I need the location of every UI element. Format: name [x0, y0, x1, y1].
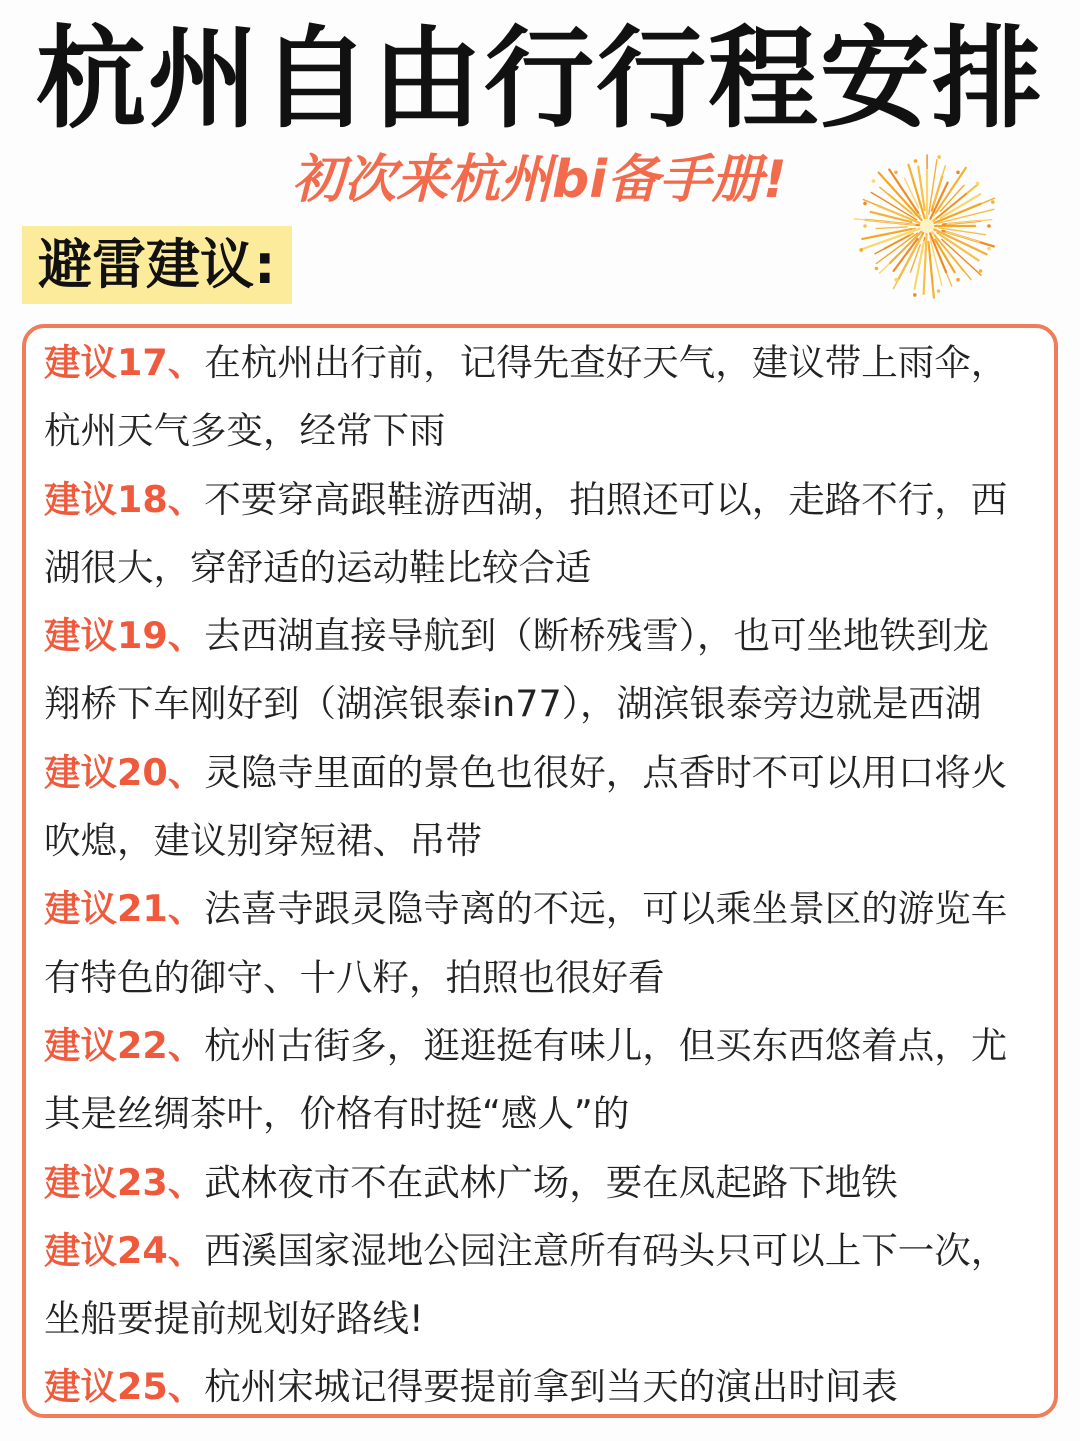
tip-label: 建议19、	[44, 614, 205, 658]
tip-text: 西溪国家湿地公园注意所有码头只可以上下一次，	[204, 1228, 1008, 1272]
tip-label: 建议24、	[44, 1228, 205, 1272]
tip-text: 杭州宋城记得要提前拿到当天的演出时间表	[204, 1365, 898, 1409]
tip-item	[44, 1217, 1038, 1285]
subtitle: 初次来杭州bi备手册!	[292, 150, 787, 210]
tip-item	[44, 1149, 1038, 1217]
tip-text-line: 吹熄，建议别穿短裙、吊带	[44, 819, 482, 863]
firework-icon	[852, 148, 1002, 304]
tip-label: 建议21、	[44, 887, 205, 931]
tip-item	[44, 466, 1038, 534]
tip-item	[44, 739, 1038, 807]
tip-text: 法喜寺跟灵隐寺离的不远，可以乘坐景区的游览车	[204, 887, 1008, 931]
tip-text-line: 其是丝绸茶叶，价格有时挺“感人”的	[44, 1092, 630, 1136]
page-title: 杭州自由行行程安排	[36, 15, 1044, 143]
tip-item	[44, 329, 1038, 397]
tip-text: 武林夜市不在武林广场，要在凤起路下地铁	[204, 1160, 898, 1204]
tip-item	[44, 1012, 1038, 1080]
tip-label: 建议25、	[44, 1365, 205, 1409]
tip-label: 建议20、	[44, 750, 205, 794]
tips-card	[22, 324, 1058, 1418]
tip-label: 建议18、	[44, 477, 205, 521]
tip-text: 在杭州出行前，记得先查好天气，建议带上雨伞，	[204, 341, 1008, 384]
tip-label: 建议17、	[44, 341, 205, 384]
tip-text: 不要穿高跟鞋游西湖，拍照还可以，走路不行，西	[204, 477, 1008, 521]
tip-text-line: 湖很大，穿舒适的运动鞋比较合适	[44, 545, 592, 589]
tip-item	[44, 1353, 1038, 1421]
tip-label: 建议23、	[44, 1160, 205, 1204]
tip-text: 灵隐寺里面的景色也很好，点香时不可以用口将火	[204, 750, 1008, 794]
tip-text-line: 翔桥下车刚好到（湖滨银泰in77），湖滨银泰旁边就是西湖	[44, 682, 982, 726]
tip-text-line: 杭州天气多变，经常下雨	[44, 409, 446, 453]
tip-text-line: 坐船要提前规划好路线!	[44, 1297, 424, 1341]
tip-text-line: 有特色的御守、十八籽，拍照也很好看	[44, 955, 665, 999]
section-badge: 避雷建议:	[22, 226, 292, 304]
tip-text: 杭州古街多，逛逛挺有味儿，但买东西悠着点，尤	[204, 1023, 1008, 1067]
tip-item	[44, 602, 1038, 670]
tip-text: 去西湖直接导航到（断桥残雪），也可坐地铁到龙	[204, 614, 990, 658]
tip-label: 建议22、	[44, 1023, 205, 1067]
tip-item	[44, 875, 1038, 943]
